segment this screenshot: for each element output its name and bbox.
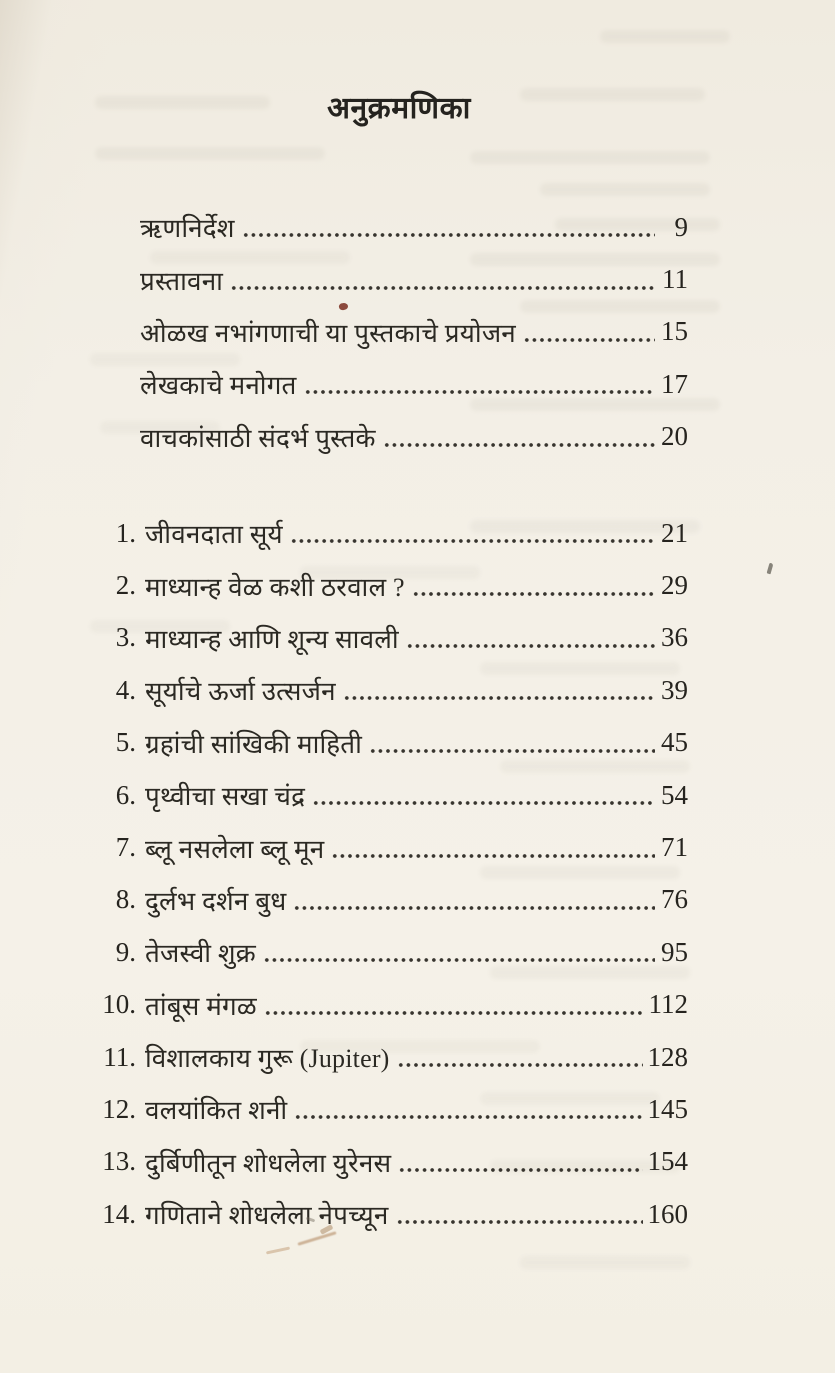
dotted-leader <box>312 797 655 809</box>
dotted-leader <box>412 588 655 600</box>
entry-number: 6. <box>115 779 136 810</box>
toc-entry <box>140 411 688 463</box>
dotted-leader <box>264 1007 644 1019</box>
toc-entry <box>140 201 688 253</box>
dotted-leader <box>369 745 655 757</box>
entry-title: माध्यान्ह वेळ कशी ठरवाल ? <box>145 572 405 602</box>
dotted-leader <box>383 439 655 451</box>
toc-entry <box>140 358 688 410</box>
dotted-leader <box>290 535 655 547</box>
entry-title: ओळख नभांगणाची या पुस्तकाचे प्रयोजन <box>140 318 516 348</box>
toc-entry <box>100 717 688 769</box>
entry-title: गणिताने शोधलेला नेपच्यून <box>145 1201 389 1231</box>
stray-mark <box>767 563 774 575</box>
entry-page-number: 95 <box>661 936 688 967</box>
dotted-leader <box>343 692 655 704</box>
entry-number: 5. <box>115 727 136 758</box>
toc-entry <box>100 874 688 926</box>
entry-title: दुर्लभ दर्शन बुध <box>145 886 287 916</box>
entry-number: 11. <box>103 1041 136 1072</box>
toc-entry <box>100 926 688 978</box>
entry-page-number: 9 <box>674 211 688 242</box>
entry-number: 4. <box>115 674 136 705</box>
toc-entry <box>100 769 688 821</box>
dotted-leader <box>263 954 655 966</box>
dotted-leader <box>293 902 655 914</box>
entry-page-number: 17 <box>661 368 688 399</box>
entry-number: 1. <box>115 517 136 548</box>
entry-page-number: 154 <box>647 1146 688 1177</box>
dotted-leader <box>397 1059 643 1071</box>
dotted-leader <box>304 386 655 398</box>
entry-title: तेजस्वी शुक्र <box>145 939 256 969</box>
toc-entry <box>100 1083 688 1135</box>
dotted-leader <box>523 334 655 346</box>
pencil-smudge <box>266 1247 290 1255</box>
toc-entry <box>100 1188 688 1240</box>
entry-title: सूर्याचे ऊर्जा उत्सर्जन <box>145 677 336 707</box>
entry-title: दुर्बिणीतून शोधलेला युरेनस <box>145 1148 392 1178</box>
entry-page-number: 54 <box>661 779 688 810</box>
entry-number: 2. <box>115 570 136 601</box>
bleed-smudge <box>470 151 710 164</box>
entry-title: ब्लू नसलेला ब्लू मून <box>145 834 325 864</box>
front-matter-list <box>140 201 688 463</box>
toc-entry <box>140 253 688 305</box>
bleed-smudge <box>95 147 325 160</box>
toc-entry <box>100 612 688 664</box>
entry-page-number: 112 <box>648 989 688 1020</box>
entry-page-number: 36 <box>661 622 688 653</box>
entry-title: वलयांकित शनी <box>145 1096 288 1126</box>
dotted-leader <box>242 229 655 241</box>
chapter-list <box>100 507 688 1240</box>
dotted-leader <box>294 1111 642 1123</box>
entry-title: माध्यान्ह आणि शून्य सावली <box>145 624 399 654</box>
entry-page-number: 76 <box>661 884 688 915</box>
bleed-smudge <box>540 183 710 196</box>
toc-entry <box>100 979 688 1031</box>
page-title: अनुक्रमणिका <box>327 92 471 125</box>
entry-page-number: 145 <box>647 1093 688 1124</box>
entry-number: 10. <box>102 989 136 1020</box>
entry-page-number: 29 <box>661 570 688 601</box>
toc-entry <box>100 1136 688 1188</box>
entry-title: वाचकांसाठी संदर्भ पुस्तके <box>140 423 376 453</box>
bleed-smudge <box>520 1256 690 1269</box>
dotted-leader <box>230 282 655 294</box>
entry-page-number: 11 <box>662 264 688 295</box>
toc-entry <box>100 664 688 716</box>
entry-page-number: 39 <box>661 674 688 705</box>
dotted-leader <box>331 850 655 862</box>
dotted-leader <box>406 640 655 652</box>
entry-number: 7. <box>115 832 136 863</box>
entry-page-number: 45 <box>661 727 688 758</box>
entry-page-number: 128 <box>647 1041 688 1072</box>
entry-number: 9. <box>115 936 136 967</box>
entry-number: 13. <box>102 1146 136 1177</box>
toc-entry <box>100 559 688 611</box>
entry-title: ऋणनिर्देश <box>140 214 235 244</box>
entry-page-number: 15 <box>661 316 688 347</box>
entry-page-number: 20 <box>661 421 688 452</box>
entry-title: ग्रहांची सांखिकी माहिती <box>145 729 363 759</box>
entry-page-number: 160 <box>647 1198 688 1229</box>
entry-page-number: 21 <box>661 517 688 548</box>
entry-number: 8. <box>115 884 136 915</box>
entry-title: पृथ्वीचा सखा चंद्र <box>145 782 306 812</box>
entry-title: तांबूस मंगळ <box>145 991 257 1021</box>
toc-entry <box>100 507 688 559</box>
entry-page-number: 71 <box>661 832 688 863</box>
entry-title: विशालकाय गुरू (Jupiter) <box>145 1044 390 1074</box>
dotted-leader <box>398 1164 642 1176</box>
bleed-smudge <box>600 30 730 43</box>
toc-entry <box>100 821 688 873</box>
entry-number: 14. <box>102 1198 136 1229</box>
toc-entry <box>140 306 688 358</box>
entry-title: लेखकाचे मनोगत <box>140 371 297 401</box>
dotted-leader <box>396 1216 643 1228</box>
entry-title: जीवनदाता सूर्य <box>145 520 283 550</box>
entry-number: 12. <box>102 1093 136 1124</box>
entry-number: 3. <box>115 622 136 653</box>
entry-title: प्रस्तावना <box>140 266 224 296</box>
toc-entry <box>100 1031 688 1083</box>
